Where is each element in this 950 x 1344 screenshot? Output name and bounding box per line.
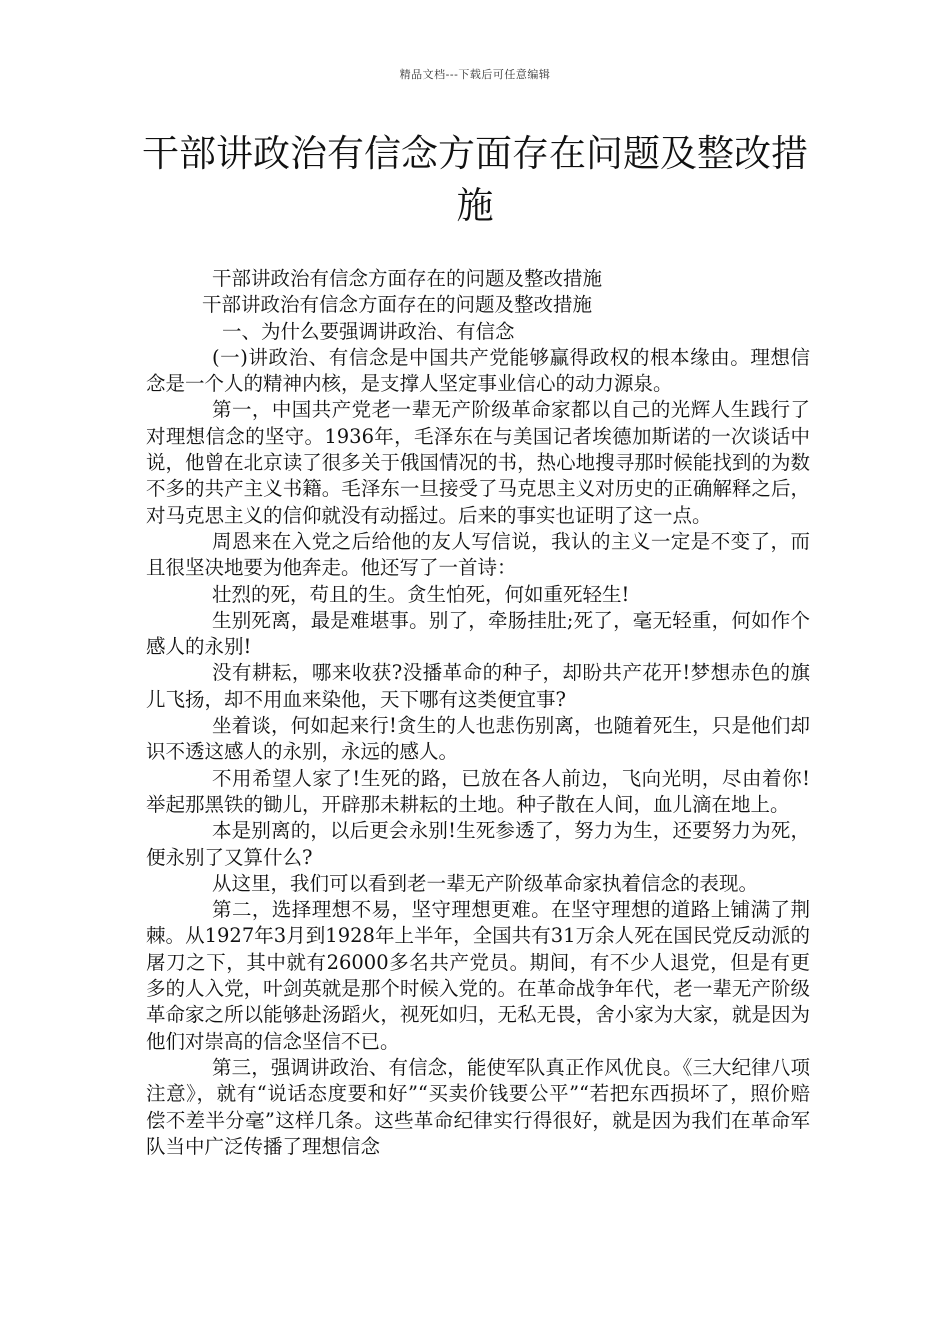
- poem-line: 本是别离的，以后更会永别!生死参透了，努力为生，还要努力为死，便永别了又算什么?: [146, 819, 810, 869]
- paragraph: 第三，强调讲政治、有信念，能使军队真正作风优良。《三大纪律八项注意》，就有“说话态度要和好”“买卖价钱要公平”“若把东西损坏了，照价赔偿不差半分毫”这样几条。这些革命纪律实行得很好，就是因为我们在革命军队当中广泛传播了理想信念: [146, 1055, 810, 1158]
- poem-line: 坐着谈，何如起来行!贪生的人也悲伤别离，也随着死生，只是他们却识不透这感人的永别，永远的感人。: [146, 714, 810, 764]
- document-body: [146, 266, 810, 1160]
- document-title: 干部讲政治有信念方面存在问题及整改措施: [142, 132, 808, 227]
- paragraph: 第二，选择理想不易，坚守理想更难。在坚守理想的道路上铺满了荆棘。从1927年3月到1928年上半年，全国共有31万余人死在国民党反动派的屠刀之下，其中就有26000多名共产党员。期间，有不少人退党，但是有更多的人入党，叶剑英就是那个时候入党的。在革命战争年代，老一辈无产阶级革命家之所以能够赴汤蹈火，视死如归，无私无畏，舍小家为大家，就是因为他们对崇高的信念坚信不已。: [146, 898, 810, 1053]
- poem-line: 不用希望人家了!生死的路，已放在各人前边，飞向光明，尽由着你!举起那黑铁的锄儿，开辟那未耕耘的土地。种子散在人间，血儿滴在地上。: [146, 766, 810, 816]
- subtitle-line-1: 干部讲政治有信念方面存在的问题及整改措施: [212, 267, 603, 290]
- paragraph: 周恩来在入党之后给他的友人写信说，我认的主义一定是不变了，而且很坚决地要为他奔走。他还写了一首诗：: [146, 529, 810, 580]
- section-heading: 一、为什么要强调讲政治、有信念: [222, 319, 515, 343]
- poem-line: 没有耕耘，哪来收获?没播革命的种子，却盼共产花开!梦想赤色的旗儿飞扬，却不用血来染他，天下哪有这类便宜事?: [146, 661, 810, 711]
- paragraph: 从这里，我们可以看到老一辈无产阶级革命家执着信念的表现。: [212, 871, 759, 895]
- poem-line: 壮烈的死，苟且的生。贪生怕死，何如重死轻生!: [212, 582, 630, 606]
- paragraph: 第一，中国共产党老一辈无产阶级革命家都以自己的光辉人生践行了对理想信念的坚守。1936年，毛泽东在与美国记者埃德加斯诺的一次谈话中说，他曾在北京读了很多关于俄国情况的书，热心地搜寻那时候能找到的为数不多的共产主义书籍。毛泽东一旦接受了马克思主义对历史的正确解释之后，对马克思主义的信仰就没有动摇过。后来的事实也证明了这一点。: [146, 398, 810, 527]
- paragraph: (一)讲政治、有信念是中国共产党能够赢得政权的根本缘由。理想信念是一个人的精神内核，是支撑人坚定事业信心的动力源泉。: [146, 345, 810, 396]
- poem-line: 生别死离，最是难堪事。别了，牵肠挂肚;死了，毫无轻重，何如作个感人的永别!: [146, 608, 810, 659]
- page-header-note: 精品文档---下载后可任意编辑: [399, 68, 551, 81]
- subtitle-line-2: 干部讲政治有信念方面存在的问题及整改措施: [202, 293, 593, 317]
